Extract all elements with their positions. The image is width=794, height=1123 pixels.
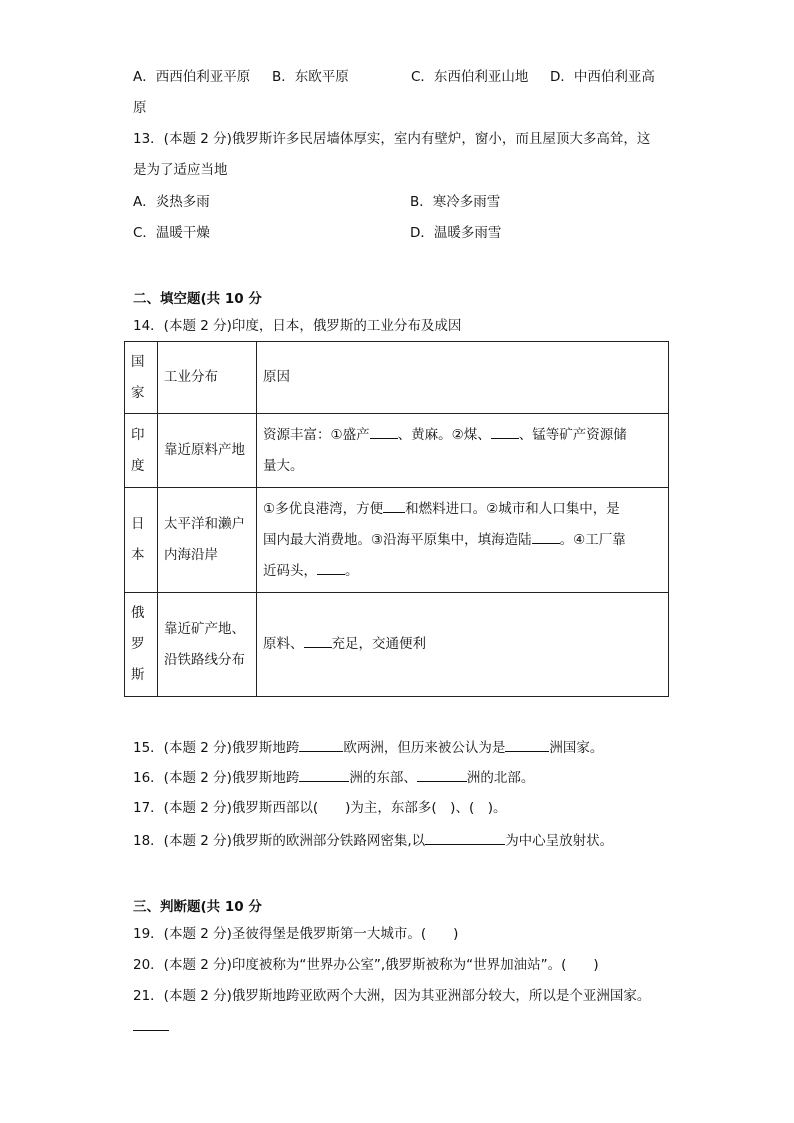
fill-blank[interactable] — [370, 424, 398, 439]
table-row-india — [125, 414, 669, 488]
q16: 16．(本题 2 分)俄罗斯地跨 洲的东部、 洲的北部。 — [133, 767, 534, 787]
country-cell: 俄 罗 斯 — [125, 593, 158, 697]
industry-cell: 靠近矿产地、 沿铁路线分布 — [158, 593, 257, 697]
reason-cell: 原料、 充足，交通便利 — [257, 593, 669, 697]
section2-heading: 二、填空题(共 10 分 — [133, 291, 262, 307]
q13-stem-line2: 是为了适应当地 — [133, 162, 228, 178]
q15: 15．(本题 2 分)俄罗斯地跨 欧两洲，但历来被公认为是 洲国家。 — [133, 737, 603, 757]
section3-heading: 三、判断题(共 10 分 — [133, 899, 262, 915]
q13-stem-line1: 13．(本题 2 分)俄罗斯许多民居墙体厚实，室内有壁炉，窗小，而且屋顶大多高耸，这 — [133, 131, 651, 147]
fill-blank[interactable] — [383, 498, 405, 513]
q13-option-c: C．温暖干燥 — [133, 225, 210, 241]
q18: 18．(本题 2 分)俄罗斯的欧洲部分铁路网密集,以 为中心呈放射状。 — [133, 830, 613, 850]
fill-blank[interactable] — [491, 424, 519, 439]
fill-blank[interactable] — [317, 560, 345, 575]
q12-option-d-wrap: 原 — [133, 100, 147, 116]
answer-blank-line — [133, 1030, 169, 1031]
fill-blank[interactable] — [304, 633, 332, 648]
q12-option-d: D．中西伯利亚高 — [550, 69, 655, 85]
q12-option-c: C．东西伯利亚山地 — [411, 69, 529, 85]
fill-blank[interactable] — [299, 767, 349, 782]
country-cell: 印 度 — [125, 414, 158, 488]
q13-option-b: B．寒冷多雨雪 — [410, 194, 501, 210]
country-cell: 日 本 — [125, 488, 158, 593]
table-row-japan — [125, 488, 669, 593]
q12-option-a: A．西西伯利亚平原 — [133, 69, 251, 85]
industry-cell: 靠近原料产地 — [158, 414, 257, 488]
header-industry: 工业分布 — [158, 342, 257, 414]
industry-cell: 太平洋和濑户 内海沿岸 — [158, 488, 257, 593]
header-country: 国 家 — [125, 342, 158, 414]
industry-table — [124, 341, 669, 697]
reason-cell: ①多优良港湾，方便 和燃料进口。②城市和人口集中，是 国内最大消费地。③沿海平原集中，填海造陆 。④工厂靠 近码头， 。 — [257, 488, 669, 593]
fill-blank[interactable] — [425, 830, 505, 845]
q19: 19．(本题 2 分)圣彼得堡是俄罗斯第一大城市。( ) — [133, 926, 459, 942]
q12-option-b: B．东欧平原 — [272, 69, 349, 85]
q17: 17．(本题 2 分)俄罗斯西部以( )为主，东部多( )、( )。 — [133, 800, 507, 816]
q20: 20．(本题 2 分)印度被称为“世界办公室”,俄罗斯被称为“世界加油站”。( ) — [133, 957, 599, 973]
fill-blank[interactable] — [417, 767, 467, 782]
table-row-russia — [125, 593, 669, 697]
reason-cell: 资源丰富：①盛产 、黄麻。②煤、 、锰等矿产资源储 量大。 — [257, 414, 669, 488]
q14-stem: 14．(本题 2 分)印度，日本，俄罗斯的工业分布及成因 — [133, 318, 462, 334]
q13-option-d: D．温暖多雨雪 — [410, 225, 502, 241]
q21: 21．(本题 2 分)俄罗斯地跨亚欧两个大洲，因为其亚洲部分较大，所以是个亚洲国家。 — [133, 988, 651, 1004]
q13-option-a: A．炎热多雨 — [133, 194, 210, 210]
fill-blank[interactable] — [532, 529, 560, 544]
fill-blank[interactable] — [505, 737, 549, 752]
header-reason: 原因 — [257, 342, 669, 414]
table-header-row — [125, 342, 669, 414]
fill-blank[interactable] — [299, 737, 343, 752]
